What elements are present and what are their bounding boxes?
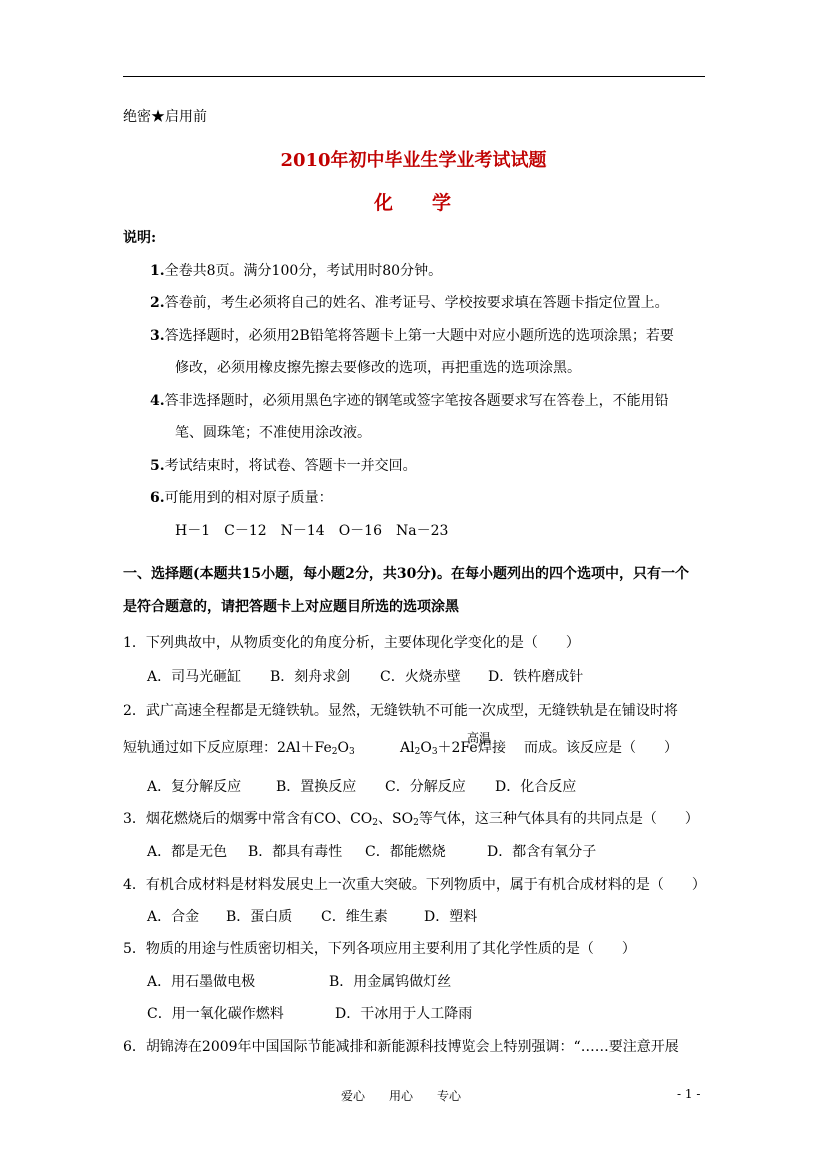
q1-option-a: A．司马光砸缸 <box>147 669 242 685</box>
q5-option-c: C．用一氧化碳作燃料 <box>147 1006 284 1022</box>
q2-option-c: C．分解反应 <box>385 779 466 795</box>
question-3-stem <box>123 808 699 828</box>
instruction-text: 答选择题时，必须用2B铅笔将答题卡上第一大题中对应小题所选的选项涂黑；若要 <box>164 328 674 344</box>
instruction-num: 3. <box>150 328 165 344</box>
q2-option-b: B．置换反应 <box>276 779 357 795</box>
question-4-stem: 4．有机合成材料是材料发展史上一次重大突破。下列物质中，属于有机合成材料的是（ ） <box>123 877 706 893</box>
question-2-stem-line2c: 而成。该反应是（ ） <box>524 740 678 756</box>
section-heading-line2: 是符合题意的，请把答题卡上对应题目所选的选项涂黑 <box>123 599 459 615</box>
instruction-item <box>150 325 674 345</box>
instruction-continuation: 笔、圆珠笔；不准使用涂改液。 <box>175 425 371 441</box>
footer-motto: 爱心 用心 专心 <box>341 1089 462 1103</box>
instruction-num: 2. <box>150 295 165 311</box>
question-6-stem: 6．胡锦涛在2009年中国国际节能减排和新能源科技博览会上特别强调：“……要注意开展 <box>123 1039 679 1055</box>
q2-text-b: Al <box>400 740 415 756</box>
page-number: - 1 - <box>677 1087 701 1101</box>
question-2-stem-line1: 2．武广高速全程都是无缝铁轨。显然，无缝铁轨不可能一次成型，无缝铁轨是在铺设时将 <box>123 703 678 719</box>
instruction-item <box>150 487 333 507</box>
q4-option-c: C．维生素 <box>321 909 388 925</box>
instruction-item <box>150 260 442 280</box>
q2-weld: 焊接 <box>478 740 506 756</box>
instruction-text: 考试结束时，将试卷、答题卡一并交回。 <box>164 458 417 474</box>
atomic-masses: H－1 C－12 N－14 O－16 Na－23 <box>175 523 449 539</box>
q1-option-b: B．刻舟求剑 <box>270 669 351 685</box>
instruction-num: 1. <box>150 263 165 279</box>
q3-option-d: D．都含有氧分子 <box>487 844 597 860</box>
exam-title: 2010年初中毕业生学业考试试题 <box>280 150 547 171</box>
q4-option-d: D．塑料 <box>424 909 478 925</box>
q2-text-a: 短轨通过如下反应原理：2Al＋Fe <box>123 740 332 756</box>
header-rule <box>123 76 705 77</box>
instruction-text: 可能用到的相对原子质量： <box>164 490 333 506</box>
reaction-condition: 高温 <box>467 731 492 745</box>
q4-option-b: B．蛋白质 <box>226 909 293 925</box>
q2-sub: 2 <box>331 747 338 757</box>
instruction-text: 全卷共8页。满分100分，考试用时80分钟。 <box>164 263 443 279</box>
q2-oxygen: O <box>337 740 349 756</box>
question-5-stem: 5．物质的用途与性质密切相关，下列各项应用主要利用了其化学性质的是（ ） <box>123 941 636 957</box>
q2-option-a: A．复分解反应 <box>147 779 242 795</box>
q4-option-a: A．合金 <box>147 909 200 925</box>
q5-option-d: D．干冰用于人工降雨 <box>335 1006 473 1022</box>
q2-text-c: ＋2Fe <box>437 740 478 756</box>
subject-char-1: 化 <box>374 192 394 214</box>
instruction-text: 答非选择题时，必须用黑色字迹的钢笔或签字笔按各题要求写在答卷上，不能用铅 <box>164 393 669 409</box>
q3-sub: 2 <box>372 818 379 828</box>
q5-option-b: B．用金属钨做灯丝 <box>329 974 452 990</box>
instruction-num: 4. <box>150 393 165 409</box>
subject-char-2: 学 <box>432 192 452 214</box>
question-2-stem-line2a <box>123 737 355 757</box>
q3-option-a: A．都是无色 <box>147 844 228 860</box>
q1-option-c: C．火烧赤壁 <box>380 669 461 685</box>
q2-sub: 3 <box>348 747 355 757</box>
question-1-stem: 1．下列典故中，从物质变化的角度分析，主要体现化学变化的是（ ） <box>123 635 580 651</box>
q3-option-c: C．都能燃烧 <box>365 844 446 860</box>
instruction-num: 5. <box>150 458 165 474</box>
instruction-item <box>150 455 417 475</box>
q3-text-c: 等气体，这三种气体具有的共同点是（ ） <box>418 811 699 827</box>
q2-sub: 3 <box>431 747 438 757</box>
instruction-item <box>150 292 669 312</box>
q3-sub: 2 <box>413 818 419 828</box>
instruction-continuation: 修改，必须用橡皮擦先擦去要修改的选项，再把重选的选项涂黑。 <box>175 360 581 376</box>
q3-option-b: B．都具有毒性 <box>248 844 343 860</box>
q2-sub: 2 <box>414 747 421 757</box>
instruction-num: 6. <box>150 490 165 506</box>
q5-option-a: A．用石墨做电极 <box>147 974 256 990</box>
q2-option-d: D．化合反应 <box>495 779 577 795</box>
q3-text-b: 、SO <box>378 811 414 827</box>
q1-option-d: D．铁杵磨成针 <box>488 669 584 685</box>
instructions-label: 说明: <box>123 230 157 246</box>
secret-label: 绝密★启用前 <box>123 109 207 125</box>
q2-oxygen: O <box>420 740 432 756</box>
instruction-item <box>150 390 669 410</box>
instruction-text: 答卷前，考生必须将自己的姓名、准考证号、学校按要求填在答题卡指定位置上。 <box>164 295 669 311</box>
section-heading-line1: 一、选择题(本题共15小题，每小题2分，共30分)。在每小题列出的四个选项中，只有一个 <box>123 566 689 582</box>
q3-text-a: 3．烟花燃烧后的烟雾中常含有CO、CO <box>123 811 373 827</box>
